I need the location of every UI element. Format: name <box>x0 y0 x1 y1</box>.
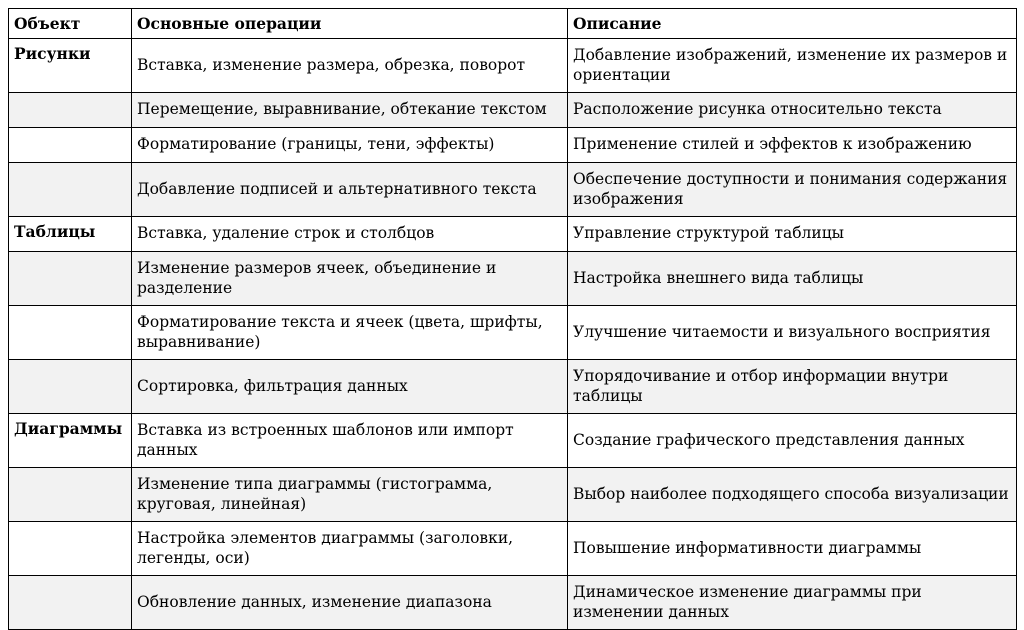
description-cell: Выбор наиболее подходящего способа визуализации <box>568 468 1017 522</box>
operation-cell: Перемещение, выравнивание, обтекание текстом <box>132 93 568 128</box>
description-cell: Настройка внешнего вида таблицы <box>568 252 1017 306</box>
object-cell <box>9 163 132 217</box>
description-cell: Упорядочивание и отбор информации внутри таблицы <box>568 360 1017 414</box>
table-row <box>9 93 1017 128</box>
description-cell: Улучшение читаемости и визуального восприятия <box>568 306 1017 360</box>
table-row <box>9 576 1017 630</box>
object-cell <box>9 306 132 360</box>
description-cell: Применение стилей и эффектов к изображению <box>568 128 1017 163</box>
operation-cell: Вставка из встроенных шаблонов или импорт данных <box>132 414 568 468</box>
description-cell: Управление структурой таблицы <box>568 217 1017 252</box>
operation-cell: Вставка, удаление строк и столбцов <box>132 217 568 252</box>
header-operations: Основные операции <box>132 9 568 39</box>
table-row <box>9 252 1017 306</box>
table-row <box>9 414 1017 468</box>
operation-cell: Форматирование текста и ячеек (цвета, шрифты, выравнивание) <box>132 306 568 360</box>
operation-cell: Добавление подписей и альтернативного текста <box>132 163 568 217</box>
operation-cell: Форматирование (границы, тени, эффекты) <box>132 128 568 163</box>
table-row <box>9 128 1017 163</box>
description-cell: Создание графического представления данных <box>568 414 1017 468</box>
operation-cell: Изменение типа диаграммы (гистограмма, круговая, линейная) <box>132 468 568 522</box>
description-cell: Динамическое изменение диаграммы при изменении данных <box>568 576 1017 630</box>
table-row <box>9 39 1017 93</box>
table-row <box>9 217 1017 252</box>
object-cell <box>9 360 132 414</box>
object-cell <box>9 128 132 163</box>
operation-cell: Настройка элементов диаграммы (заголовки, легенды, оси) <box>132 522 568 576</box>
object-cell <box>9 252 132 306</box>
description-cell: Расположение рисунка относительно текста <box>568 93 1017 128</box>
operations-table-container <box>8 8 1017 630</box>
table-row <box>9 522 1017 576</box>
object-cell <box>9 522 132 576</box>
operation-cell: Сортировка, фильтрация данных <box>132 360 568 414</box>
object-cell <box>9 468 132 522</box>
description-cell: Обеспечение доступности и понимания содержания изображения <box>568 163 1017 217</box>
table-row <box>9 360 1017 414</box>
description-cell: Добавление изображений, изменение их размеров и ориентации <box>568 39 1017 93</box>
table-row <box>9 468 1017 522</box>
table-row <box>9 306 1017 360</box>
description-cell: Повышение информативности диаграммы <box>568 522 1017 576</box>
operation-cell: Изменение размеров ячеек, объединение и разделение <box>132 252 568 306</box>
header-object: Объект <box>9 9 132 39</box>
object-cell: Таблицы <box>9 217 132 252</box>
object-cell: Диаграммы <box>9 414 132 468</box>
operation-cell: Обновление данных, изменение диапазона <box>132 576 568 630</box>
object-cell <box>9 576 132 630</box>
object-cell: Рисунки <box>9 39 132 93</box>
operation-cell: Вставка, изменение размера, обрезка, поворот <box>132 39 568 93</box>
table-row <box>9 163 1017 217</box>
object-cell <box>9 93 132 128</box>
operations-table <box>8 8 1017 630</box>
header-description: Описание <box>568 9 1017 39</box>
table-header-row <box>9 9 1017 39</box>
